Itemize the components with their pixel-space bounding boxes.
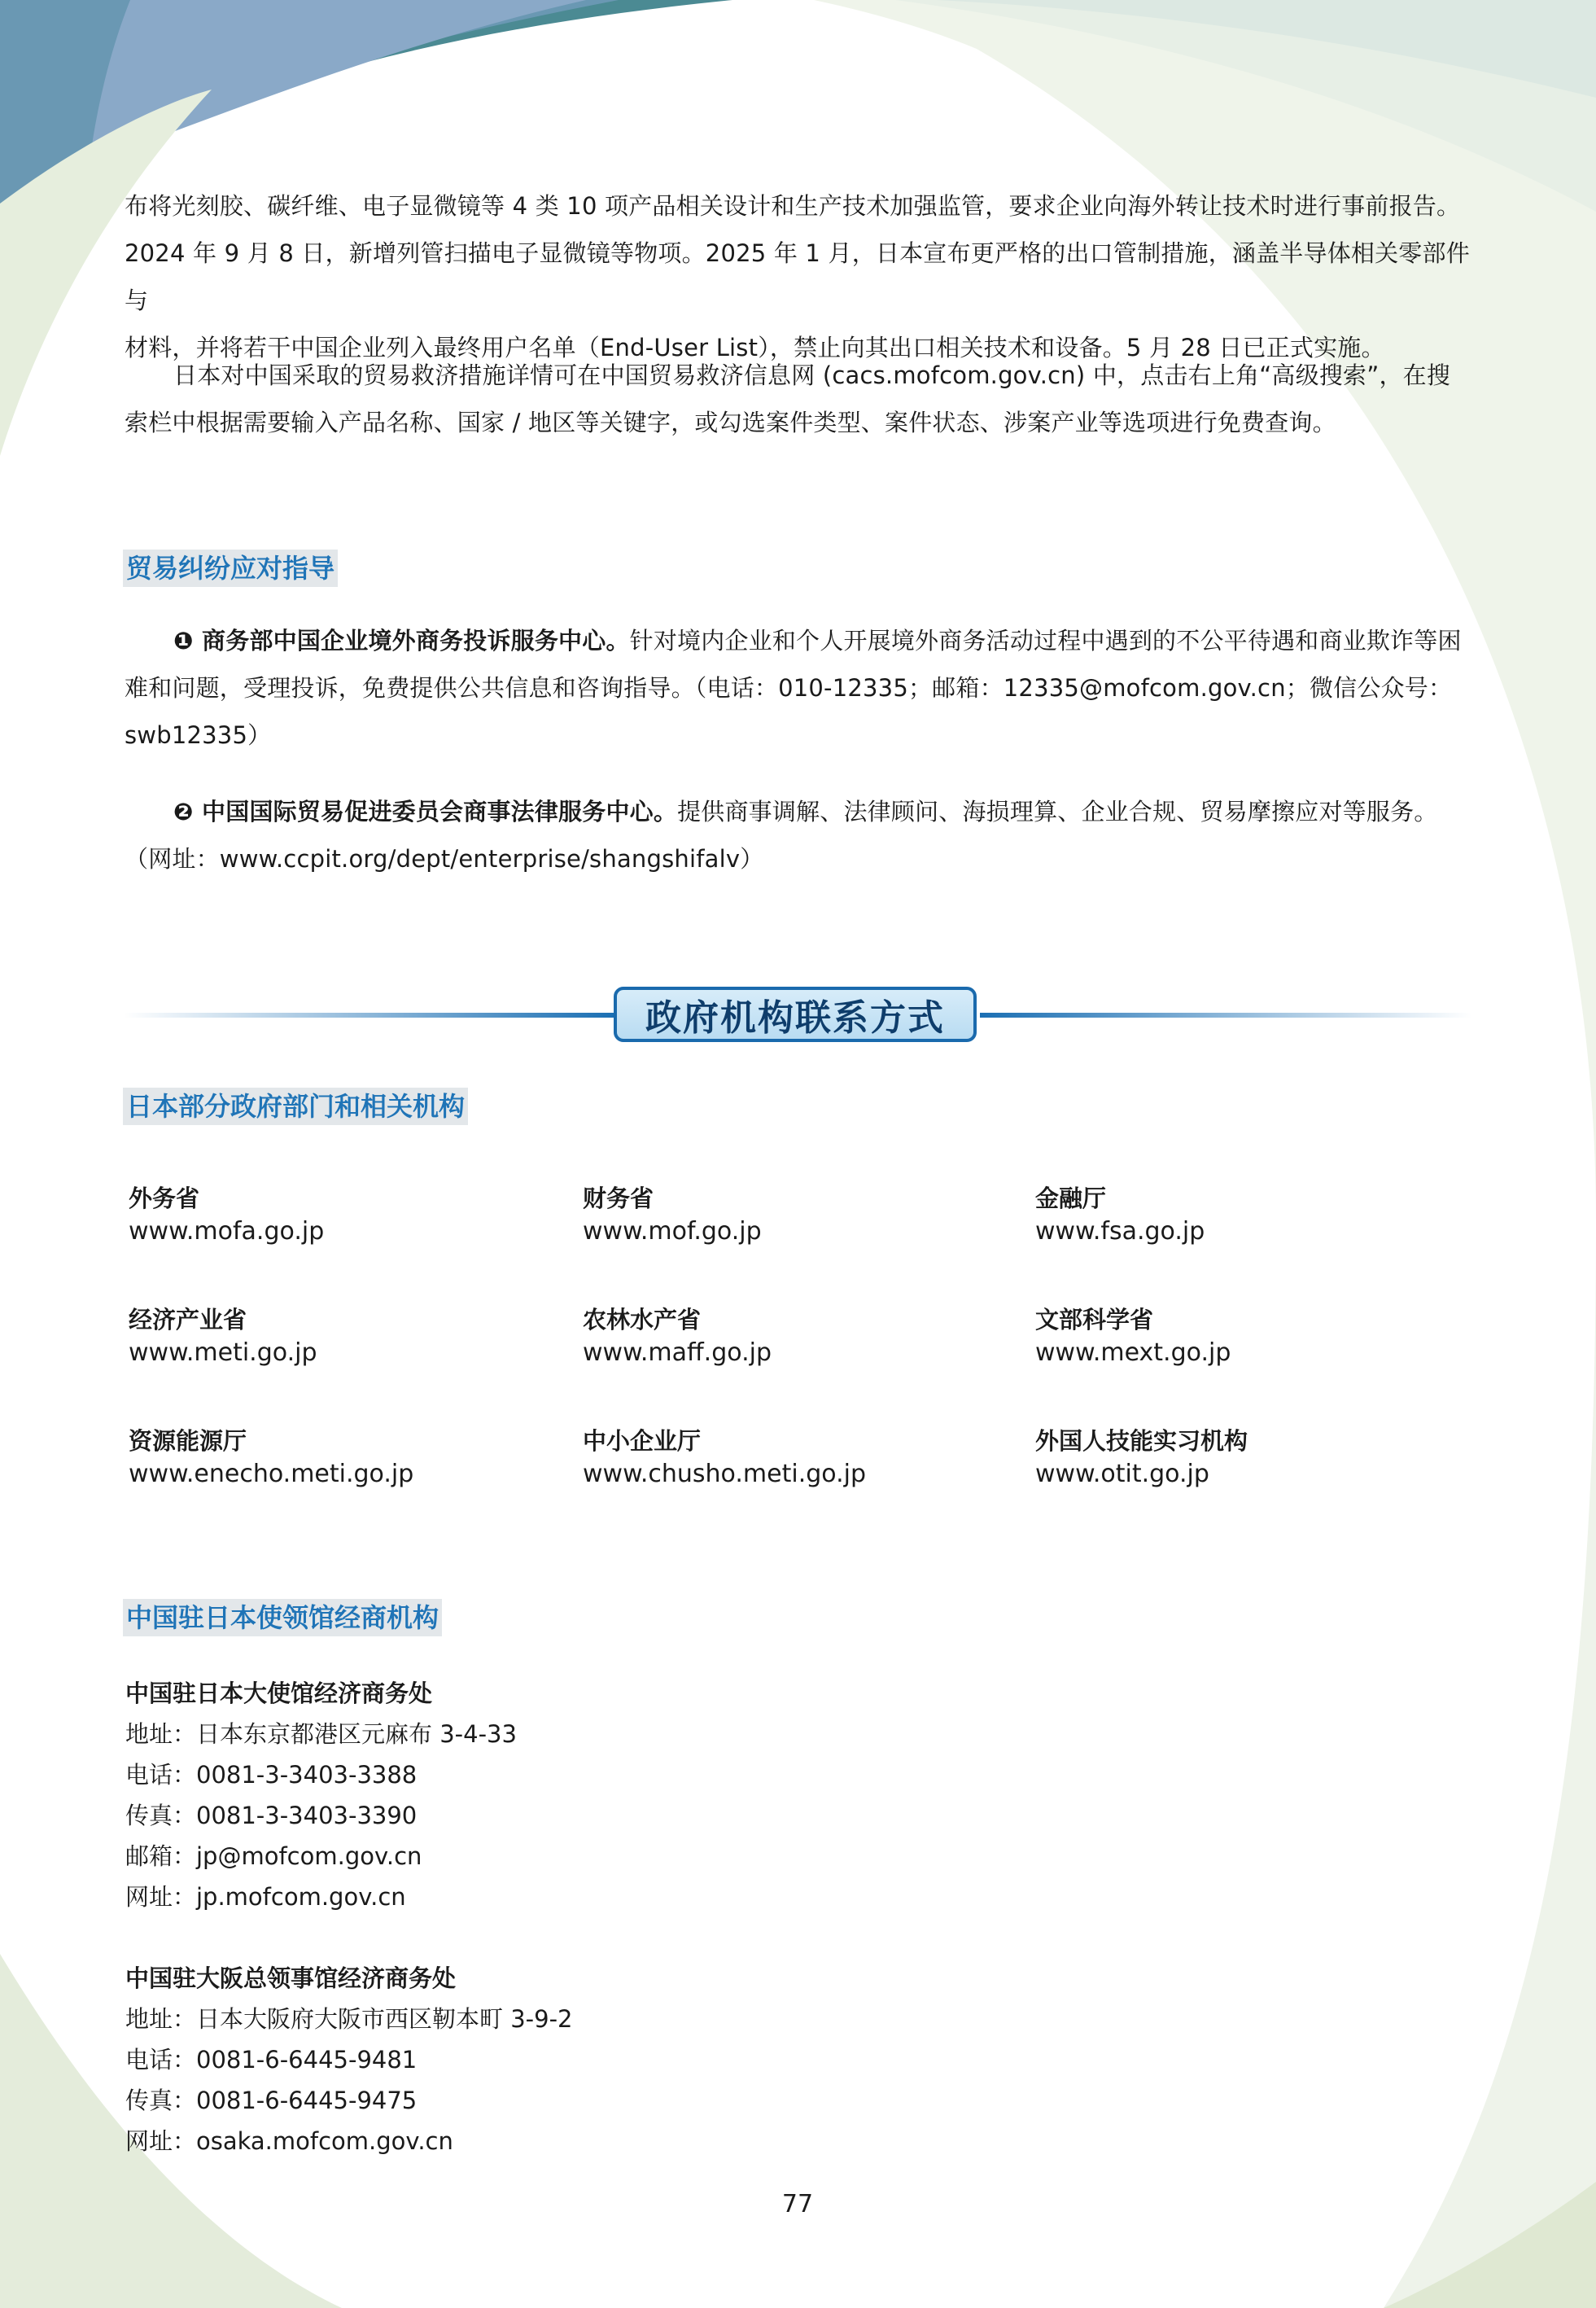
agency-name: 文部科学省 <box>1035 1306 1154 1334</box>
agency-url[interactable]: www.otit.go.jp <box>1035 1460 1209 1488</box>
agency-name: 财务省 <box>583 1185 654 1212</box>
osaka-phone: 电话：0081-6-6445-9481 <box>125 2046 418 2074</box>
embassy-address: 地址：日本东京都港区元麻布 3-4-33 <box>125 1720 517 1748</box>
agency-name: 农林水产省 <box>583 1306 702 1334</box>
agency-url[interactable]: www.enecho.meti.go.jp <box>129 1460 414 1488</box>
intro-line: 布将光刻胶、碳纤维、电子显微镜等 4 类 10 项产品相关设计和生产技术加强监管，要求企业向海外转让技术时进行事前报告。 <box>125 192 1461 220</box>
agency-entry <box>583 1425 1006 1491</box>
osaka-fax: 传真：0081-6-6445-9475 <box>125 2087 418 2114</box>
dispute-item-1 <box>125 617 1471 759</box>
embassy-website[interactable]: 网址：jp.mofcom.gov.cn <box>125 1883 406 1911</box>
banner-line-left <box>124 1013 615 1018</box>
agency-entry <box>129 1182 552 1249</box>
agency-name: 外国人技能实习机构 <box>1035 1427 1248 1455</box>
agency-name: 中小企业厅 <box>583 1427 702 1455</box>
banner-line-right <box>980 1013 1471 1018</box>
osaka-website[interactable]: 网址：osaka.mofcom.gov.cn <box>125 2127 453 2155</box>
agency-url[interactable]: www.fsa.go.jp <box>1035 1217 1205 1246</box>
agency-entry <box>1035 1182 1458 1249</box>
intro-line: 2024 年 9 月 8 日，新增列管扫描电子显微镜等物项。2025 年 1 月，日本宣布更严格的出口管制措施，涵盖半导体相关零部件与 <box>125 239 1470 314</box>
agency-url[interactable]: www.mofa.go.jp <box>129 1217 325 1246</box>
dispute-item-1-text: 针对境内企业和个人开展境外商务活动过程中遇到的不公平待遇和商业欺诈等困难和问题，受理投诉，免费提供公共信息和咨询指导。（电话：010-12335；邮箱：12335@mofcom.gov.cn；微信公众号：swb12335） <box>125 627 1462 749</box>
embassy-fax: 传真：0081-3-3403-3390 <box>125 1802 418 1829</box>
agency-entry <box>583 1182 1006 1249</box>
agency-entry <box>1035 1425 1458 1491</box>
dispute-item-2-text: 提供商事调解、法律顾问、海损理算、企业合规、贸易摩擦应对等服务。（网址：www.ccpit.org/dept/enterprise/shangshifalv） <box>125 798 1438 873</box>
embassy-email[interactable]: 邮箱：jp@mofcom.gov.cn <box>125 1842 422 1870</box>
dispute-item-1-title: ❶ 商务部中国企业境外商务投诉服务中心。 <box>173 627 630 655</box>
osaka-address: 地址：日本大阪府大阪市西区靭本町 3-9-2 <box>125 2005 573 2033</box>
agency-url[interactable]: www.mof.go.jp <box>583 1217 762 1246</box>
embassy-block <box>125 1673 858 1917</box>
intro-paragraph <box>125 182 1471 371</box>
agency-entry <box>129 1425 552 1491</box>
dispute-heading: 贸易纠纷应对指导 <box>123 550 338 587</box>
agency-name: 外务省 <box>129 1185 200 1212</box>
agency-name: 金融厅 <box>1035 1185 1107 1212</box>
cn-missions-heading: 中国驻日本使领馆经商机构 <box>123 1599 442 1636</box>
jp-gov-heading: 日本部分政府部门和相关机构 <box>123 1088 468 1125</box>
osaka-consulate-block <box>125 1958 858 2161</box>
agency-entry <box>129 1303 552 1370</box>
trade-remedy-paragraph: 日本对中国采取的贸易救济措施详情可在中国贸易救济信息网 (cacs.mofcom.gov.cn) 中，点击右上角“高级搜索”，在搜索栏中根据需要输入产品名称、国家 / 地区等关键字，或勾选案件类型、案件状态、涉案产业等选项进行免费查询。 <box>125 361 1451 436</box>
embassy-name: 中国驻日本大使馆经济商务处 <box>125 1680 433 1707</box>
dispute-item-2 <box>125 788 1471 882</box>
banner-title: 政府机构联系方式 <box>645 997 945 1039</box>
agency-url[interactable]: www.mext.go.jp <box>1035 1338 1231 1367</box>
embassy-phone: 电话：0081-3-3403-3388 <box>125 1761 418 1789</box>
agency-url[interactable]: www.meti.go.jp <box>129 1338 317 1367</box>
osaka-name: 中国驻大阪总领事馆经济商务处 <box>125 1964 457 1992</box>
intro-line: 材料，并将若干中国企业列入最终用户名单（End-User List），禁止向其出口相关技术和设备。5 月 28 日已正式实施。 <box>125 334 1385 361</box>
agency-url[interactable]: www.maff.go.jp <box>583 1338 772 1367</box>
agency-entry <box>1035 1303 1458 1370</box>
section-banner <box>614 987 977 1042</box>
dispute-item-2-title: ❷ 中国国际贸易促进委员会商事法律服务中心。 <box>173 798 678 826</box>
agency-name: 经济产业省 <box>129 1306 247 1334</box>
agency-name: 资源能源厅 <box>129 1427 247 1455</box>
page-number: 77 <box>781 2190 814 2218</box>
agency-entry <box>583 1303 1006 1370</box>
agency-url[interactable]: www.chusho.meti.go.jp <box>583 1460 867 1488</box>
